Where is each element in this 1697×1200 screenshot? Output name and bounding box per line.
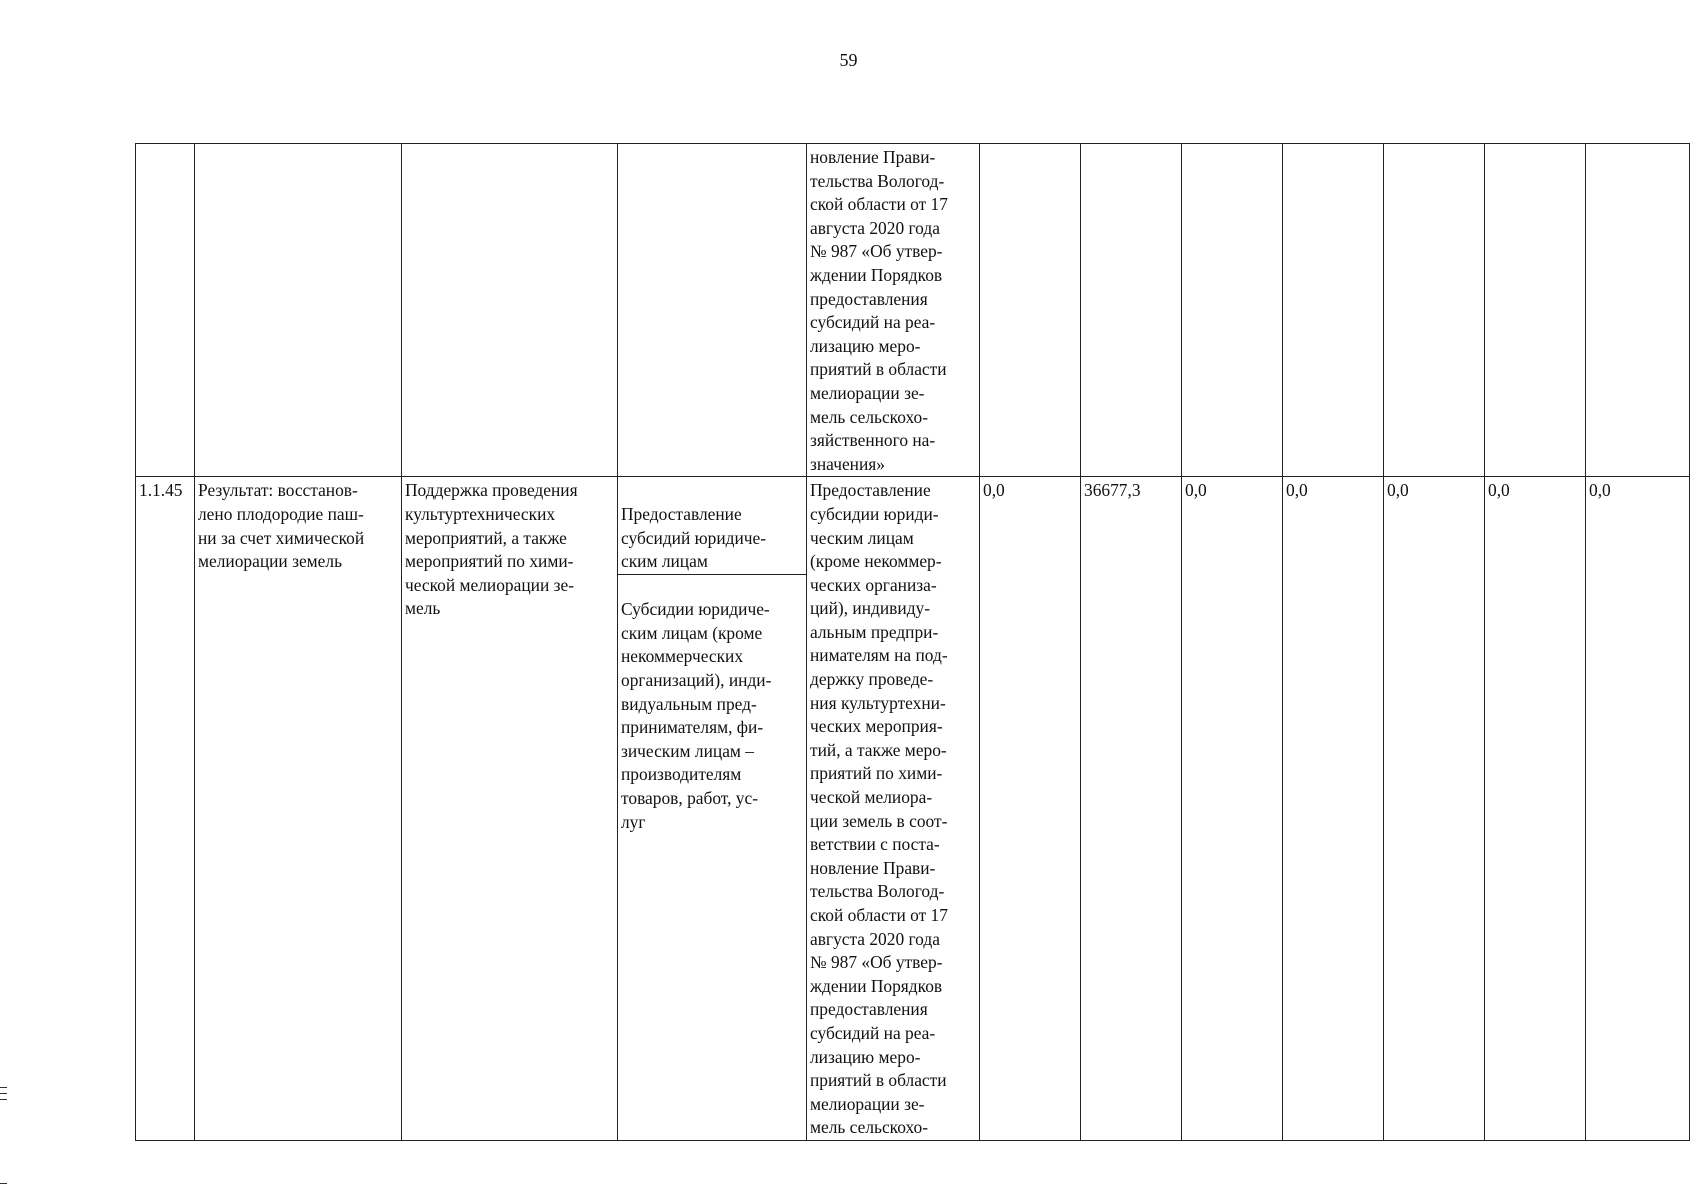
page-number: 59 [839, 50, 858, 70]
cell-value [1384, 144, 1485, 477]
cell-value: 0,0 [1182, 477, 1283, 1141]
cell-measure: Поддержка проведения культуртехнических мероприятий, а также мероприятий по хими- ческой мелиорации зе- мель [402, 477, 618, 1141]
budget-table [135, 143, 1690, 1141]
margin-mark [0, 1093, 7, 1094]
type-top-text: Предоставление субсидий юридиче- ским лицам [618, 503, 806, 575]
cell-value [1081, 144, 1182, 477]
cell-value: 0,0 [1485, 477, 1586, 1141]
cell-description: новление Прави- тельства Вологод- ской области от 17 августа 2020 года № 987 «Об утвер- ждении Порядков предоставления субсидий на реа- лизацию меро- приятий в области мелиорации зе- мель сельскохо- зяйственного на- значения» [807, 144, 980, 477]
cell-value: 0,0 [1384, 477, 1485, 1141]
cell-value [1283, 144, 1384, 477]
cell-value [1586, 144, 1690, 477]
cell-value [1485, 144, 1586, 477]
cell-value: 0,0 [980, 477, 1081, 1141]
cell-number: 1.1.45 [136, 477, 195, 1141]
table-row [136, 477, 1690, 1141]
cell-value: 36677,3 [1081, 477, 1182, 1141]
cell-value: 0,0 [1586, 477, 1690, 1141]
margin-mark [0, 1087, 7, 1088]
table-row [136, 144, 1690, 477]
margin-mark [0, 1183, 7, 1184]
cell-value: 0,0 [1283, 477, 1384, 1141]
cell-type [618, 144, 807, 477]
cell-measure [402, 144, 618, 477]
cell-value [980, 144, 1081, 477]
cell-description: Предоставление субсидии юриди- ческим лицам (кроме некоммер- ческих организа- ций), индивиду- альным предпри- нимателям на под- держку проведе- ния культуртехни- ческих мероприя- тий, а также меро- приятий по хими- ческой мелиора- ции земель в соот- ветствии с поста- новление Прави- тельства Вологод- ской области от 17 августа 2020 года № 987 «Об утвер- ждении Порядков предоставления субсидий на реа- лизацию меро- приятий в области мелиорации зе- мель сельскохо- [807, 477, 980, 1141]
type-bottom-text: Субсидии юридиче- ским лицам (кроме некоммерческих организаций), инди- видуальным пред- принимателям, фи- зическим лицам – производителям товаров, работ, ус- луг [621, 599, 772, 832]
cell-result: Результат: восстанов- лено плодородие паш- ни за счет химической мелиорации земель [195, 477, 402, 1141]
cell-value [1182, 144, 1283, 477]
cell-type [618, 477, 807, 1141]
cell-result [195, 144, 402, 477]
cell-number [136, 144, 195, 477]
margin-mark [0, 1099, 7, 1100]
